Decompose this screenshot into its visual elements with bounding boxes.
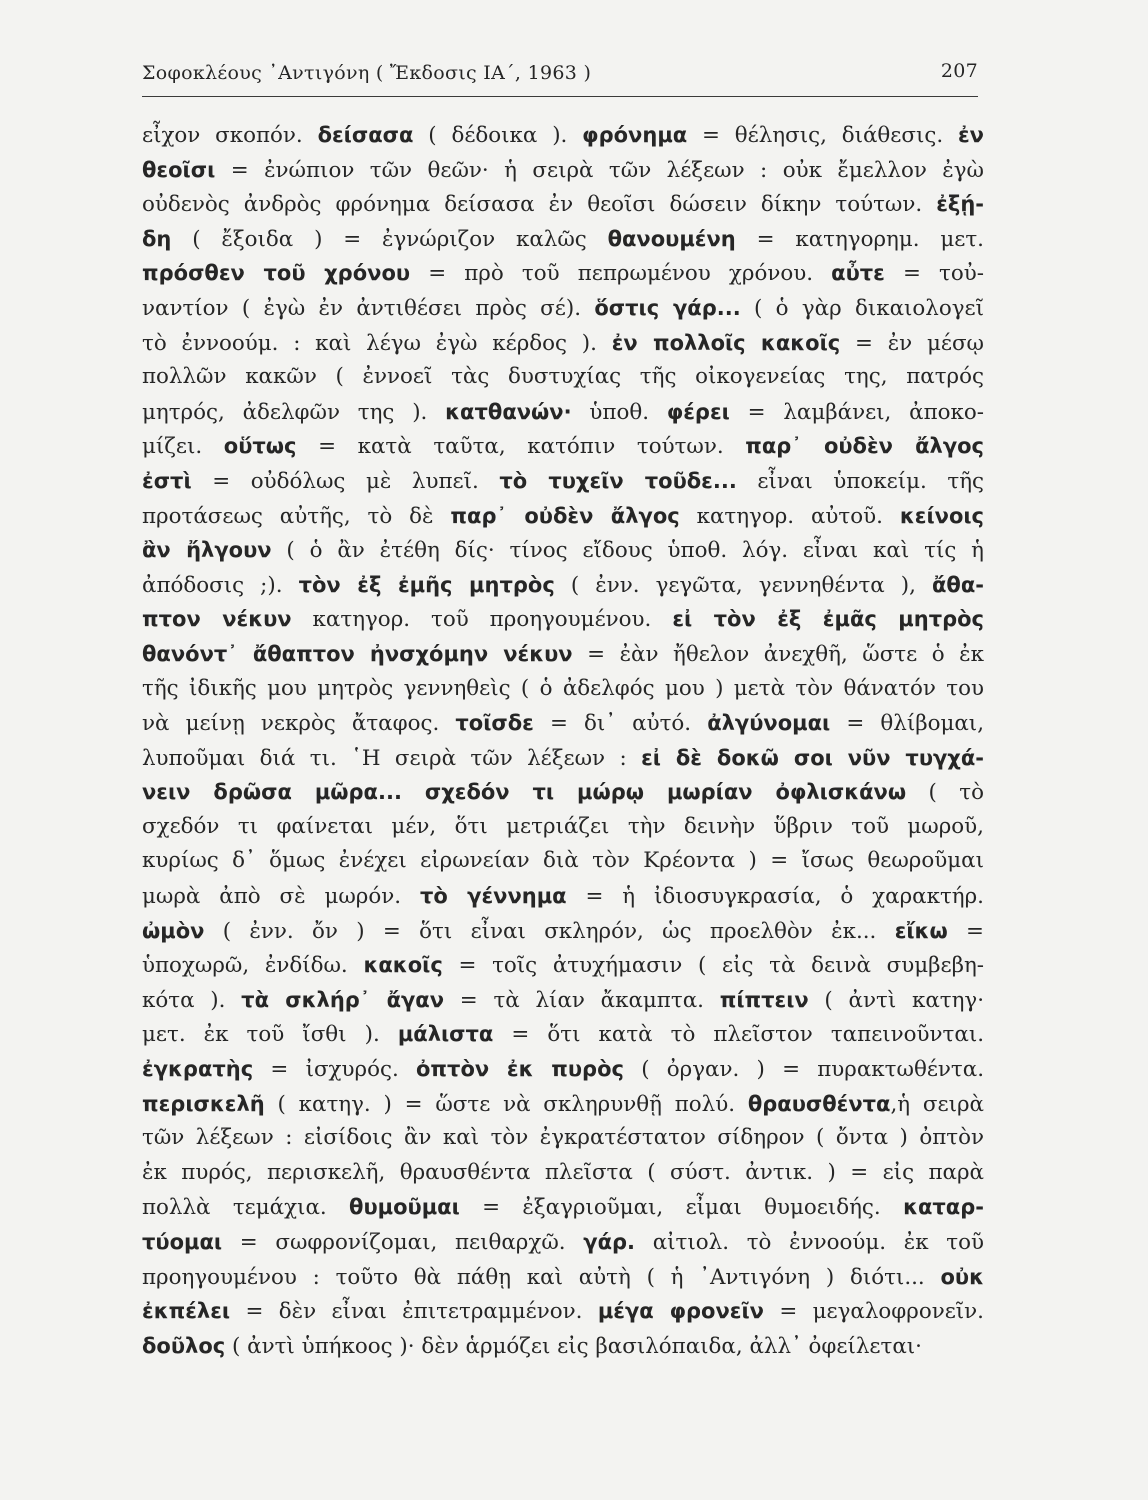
gloss-text: ,ἡ σειρὰ — [890, 1091, 984, 1117]
text-line — [142, 1294, 984, 1329]
text-line — [142, 1190, 984, 1225]
lemma-term: ἂν ἤλγουν — [142, 538, 272, 563]
lemma-term: δείσασα — [317, 123, 414, 147]
lemma-term: μάλιστα — [397, 1022, 494, 1047]
lemma-term: οὐκ — [940, 1264, 984, 1289]
text-line — [142, 499, 984, 534]
gloss-text: = μεγαλοφρονεῖν. — [763, 1299, 984, 1325]
gloss-text: = λαμβάνει, ἀποκο- — [729, 399, 984, 425]
text-line — [142, 1052, 984, 1087]
text-line — [142, 464, 984, 499]
gloss-text: = κατηγορημ. μετ. — [735, 226, 984, 252]
lemma-term: παρ᾿ οὐδὲν ἄλγος — [745, 434, 984, 459]
lemma-term: ἐν — [957, 123, 984, 147]
lemma-term: οὕτως — [223, 434, 297, 459]
text-line — [142, 326, 984, 361]
gloss-text: = ἡ ἰδιοσυγκρασία, ὁ χαρακτήρ. — [566, 884, 984, 910]
gloss-text: μίζει. — [142, 434, 224, 460]
lemma-term: δη — [142, 226, 172, 251]
text-line — [142, 706, 984, 741]
lemma-term: αὖτε — [831, 261, 885, 286]
gloss-text: = ἐξαγριοῦμαι, εἶμαι θυμοειδής. — [459, 1195, 904, 1221]
gloss-text: πολλὰ τεμάχια. — [142, 1195, 350, 1221]
gloss-text: = ἐνώπιον τῶν θεῶν· ἡ σειρὰ τῶν λέξεων : οὐκ ἔμελλον ἐγὼ — [215, 157, 984, 183]
text-line — [142, 948, 984, 983]
gloss-text: ὑποθ. — [571, 399, 667, 425]
text-line — [142, 187, 984, 222]
text-line — [142, 741, 984, 776]
gloss-text: = τὰ λίαν ἄκαμπτα. — [444, 987, 720, 1013]
lemma-term: γάρ. — [583, 1230, 636, 1254]
gloss-text: κατηγορ. τοῦ προηγουμένου. — [291, 607, 673, 633]
lemma-term: νειν δρῶσα μῶρα... σχεδόν τι μώρῳ μωρίαν ὀφλισκάνω — [142, 780, 907, 805]
gloss-text: ( κατηγ. ) = ὥστε νὰ σκληρυνθῇ πολύ. — [264, 1091, 748, 1117]
gloss-text: = κατὰ ταῦτα, κατόπιν τούτων. — [296, 434, 746, 460]
text-line — [142, 775, 984, 810]
gloss-text: = — [947, 918, 984, 944]
lemma-term: ἄθα- — [931, 572, 984, 597]
lemma-term: ὅστις γάρ... — [594, 295, 741, 320]
lemma-term: ἐξῄ- — [936, 192, 984, 217]
gloss-text: = ὅτι κατὰ τὸ πλεῖστον ταπεινοῦνται. — [493, 1022, 984, 1048]
text-line — [142, 1121, 984, 1156]
lemma-term: ὠμὸν — [142, 918, 205, 943]
text-line — [142, 118, 984, 153]
lemma-term: τὰ σκλήρ᾿ ἄγαν — [241, 987, 445, 1012]
gloss-text: ( ὀργαν. ) = πυρακτωθέντα. — [623, 1057, 984, 1083]
lemma-term: θυμοῦμαι — [349, 1195, 460, 1220]
gloss-text: ( ἀντὶ ὑπήκοος )· δὲν ἁρμόζει εἰς βασιλόπαιδα, ἀλλ᾿ ὀφείλεται· — [225, 1333, 922, 1359]
gloss-text: οὐδενὸς ἀνδρὸς φρόνημα δείσασα ἐν θεοῖσι δώσειν δίκην τούτων. — [142, 192, 937, 218]
running-header — [142, 60, 978, 97]
lemma-term: θραυσθέντα — [747, 1091, 891, 1116]
gloss-text: = ἰσχυρός. — [253, 1057, 416, 1083]
gloss-text: προτάσεως αὐτῆς, τὸ δὲ — [142, 503, 451, 529]
lemma-term: καταρ- — [903, 1195, 984, 1220]
lemma-term: πρόσθεν τοῦ χρόνου — [142, 261, 411, 286]
lemma-term: θανουμένη — [607, 226, 736, 251]
lemma-term: κείνοις — [899, 503, 984, 528]
running-title: Σοφοκλέους ᾿Αντιγόνη ( Ἔκδοσις ΙΑ΄, 1963 ) — [142, 62, 592, 84]
gloss-text: εἶχον σκοπόν. — [142, 123, 318, 148]
gloss-text: = οὐδόλως μὲ λυπεῖ. — [191, 468, 500, 494]
lemma-term: κακοῖς — [363, 953, 443, 978]
text-line — [142, 1017, 984, 1052]
text-line — [142, 810, 984, 845]
lemma-term: κατθανών· — [445, 399, 572, 424]
gloss-text: σχεδόν τι φαίνεται μέν, ὅτι μετριάζει τὴν δεινὴν ὕβριν τοῦ μωροῦ, — [142, 813, 984, 839]
lemma-term: ἐκπέλει — [142, 1299, 231, 1324]
gloss-text: ( ἐνν. ὄν ) = ὅτι εἶναι σκληρόν, ὡς προελθὸν ἐκ... — [204, 918, 895, 944]
gloss-text: ἐκ πυρός, περισκελῆ, θραυσθέντα πλεῖστα ( σύστ. ἀντικ. ) = εἰς παρὰ — [142, 1159, 984, 1185]
lemma-term: τοῖσδε — [455, 711, 534, 736]
text-line — [142, 360, 984, 395]
text-line — [142, 1329, 984, 1364]
text-line — [142, 844, 984, 879]
gloss-text: ( δέδοικα ). — [413, 123, 583, 148]
gloss-text: αἰτιολ. τὸ ἐννοούμ. ἐκ τοῦ — [635, 1230, 984, 1255]
text-line — [142, 291, 984, 326]
text-line — [142, 222, 984, 257]
gloss-text: = θλίβομαι, — [830, 711, 984, 737]
lemma-term: πτον νέκυν — [142, 607, 292, 632]
gloss-text: νὰ μείνῃ νεκρὸς ἄταφος. — [142, 711, 456, 737]
text-line — [142, 1260, 984, 1295]
text-line — [142, 637, 984, 672]
text-line — [142, 256, 984, 291]
text-line — [142, 1087, 984, 1122]
text-line — [142, 1156, 984, 1191]
text-line — [142, 879, 984, 914]
gloss-text: = δὲν εἶναι ἐπιτετραμμένον. — [230, 1299, 598, 1325]
commentary-text — [142, 118, 984, 1363]
lemma-term: τὸ γέννημα — [419, 884, 567, 909]
gloss-text: ( ὁ γὰρ δικαιολογεῖ — [740, 295, 984, 321]
lemma-term: παρ᾿ οὐδὲν ἄλγος — [450, 503, 680, 528]
gloss-text: = τοῖς ἀτυχήμασιν ( εἰς τὰ δεινὰ συμβεβη- — [442, 953, 984, 979]
gloss-text: ( τὸ — [906, 780, 984, 806]
lemma-term: εἰ τὸν ἐξ ἐμᾶς μητρὸς — [672, 607, 984, 632]
text-line — [142, 153, 984, 188]
gloss-text: κατηγορ. αὐτοῦ. — [679, 503, 900, 529]
gloss-text: ( ἐνν. γεγῶτα, γεννηθέντα ), — [554, 572, 932, 598]
text-line — [142, 533, 984, 568]
lemma-term: φρόνημα — [582, 123, 688, 147]
text-line — [142, 568, 984, 603]
lemma-term: μέγα φρονεῖν — [597, 1299, 764, 1324]
gloss-text: ναντίον ( ἐγὼ ἐν ἀντιθέσει πρὸς σέ). — [142, 295, 595, 321]
lemma-term: ἐν πολλοῖς κακοῖς — [611, 330, 841, 355]
lemma-term: δοῦλος — [142, 1333, 226, 1358]
gloss-text: ὑποχωρῶ, ἐνδίδω. — [142, 953, 364, 979]
gloss-text: = δι᾿ αὐτό. — [533, 711, 708, 737]
gloss-text: εἶναι ὑποκείμ. τῆς — [736, 468, 984, 494]
gloss-text: μετ. ἐκ τοῦ ἴσθι ). — [142, 1022, 398, 1048]
gloss-text: μητρός, ἀδελφῶν της ). — [142, 399, 446, 425]
gloss-text: = ἐὰν ἤθελον ἀνεχθῆ, ὥστε ὁ ἐκ — [572, 641, 984, 667]
lemma-term: ἐστὶ — [142, 468, 192, 493]
lemma-term: εἴκω — [894, 918, 948, 943]
gloss-text: λυποῦμαι διά τι. ῾Η σειρὰ τῶν λέξεων : — [142, 745, 642, 771]
lemma-term: θανόντ᾿ ἄθαπτον ἠνσχόμην νέκυν — [142, 641, 573, 666]
gloss-text: = ἐν μέσῳ — [840, 330, 984, 356]
text-line — [142, 983, 984, 1018]
lemma-term: εἰ δὲ δοκῶ σοι νῦν τυγχά- — [641, 745, 984, 770]
text-line — [142, 395, 984, 430]
lemma-term: τύομαι — [142, 1230, 223, 1254]
gloss-text: ἀπόδοσις ;). — [142, 572, 299, 598]
lemma-term: τὸν ἐξ ἐμῆς μητρὸς — [298, 572, 555, 597]
lemma-term: περισκελῆ — [142, 1091, 265, 1116]
gloss-text: = σωφρονίζομαι, πειθαρχῶ. — [222, 1230, 584, 1255]
gloss-text: πολλῶν κακῶν ( ἐννοεῖ τὰς δυστυχίας τῆς οἰκογενείας της, πατρός — [142, 364, 984, 390]
text-line — [142, 1225, 984, 1260]
gloss-text: ( ἔξοιδα ) = ἐγνώριζον καλῶς — [171, 226, 608, 252]
lemma-term: πίπτειν — [719, 987, 809, 1012]
gloss-text: κυρίως δ᾿ ὅμως ἐνέχει εἰρωνείαν διὰ τὸν Κρέοντα ) = ἴσως θεωροῦμαι — [142, 848, 984, 874]
gloss-text: τῆς ἰδικῆς μου μητρὸς γεννηθεὶς ( ὁ ἀδελφός μου ) μετὰ τὸν θάνατόν του — [142, 675, 984, 701]
gloss-text: ( ἀντὶ κατηγ· — [808, 987, 984, 1013]
lemma-term: φέρει — [666, 399, 730, 424]
gloss-text: τῶν λέξεων : εἰσίδοις ἂν καὶ τὸν ἐγκρατέστατον σίδηρον ( ὄντα ) ὀπτὸν — [142, 1125, 984, 1151]
text-line — [142, 914, 984, 949]
gloss-text: = πρὸ τοῦ πεπρωμένου χρόνου. — [410, 261, 832, 287]
page-number: 207 — [940, 60, 978, 82]
lemma-term: ἀλγύνομαι — [707, 711, 831, 736]
gloss-text: τὸ ἐννοούμ. : καὶ λέγω ἐγὼ κέρδος ). — [142, 330, 612, 356]
text-line — [142, 672, 984, 707]
gloss-text: προηγουμένου : τοῦτο θὰ πάθῃ καὶ αὐτὴ ( ἡ ᾿Αντιγόνη ) διότι... — [142, 1264, 941, 1290]
lemma-term: ὀπτὸν ἐκ πυρὸς — [416, 1057, 624, 1082]
gloss-text: μωρὰ ἀπὸ σὲ μωρόν. — [142, 884, 420, 910]
text-line — [142, 429, 984, 464]
gloss-text: = τοὐ- — [884, 261, 984, 287]
lemma-term: θεοῖσι — [142, 157, 216, 182]
lemma-term: ἐγκρατὴς — [142, 1057, 254, 1082]
gloss-text: = θέλησις, διάθεσις. — [687, 123, 958, 148]
text-line — [142, 602, 984, 637]
gloss-text: κότα ). — [142, 987, 242, 1013]
lemma-term: τὸ τυχεῖν τοῦδε... — [499, 468, 737, 493]
gloss-text: ( ὁ ἂν ἐτέθη δίς· τίνος εἴδους ὑποθ. λόγ. εἶναι καὶ τίς ἡ — [271, 538, 984, 564]
